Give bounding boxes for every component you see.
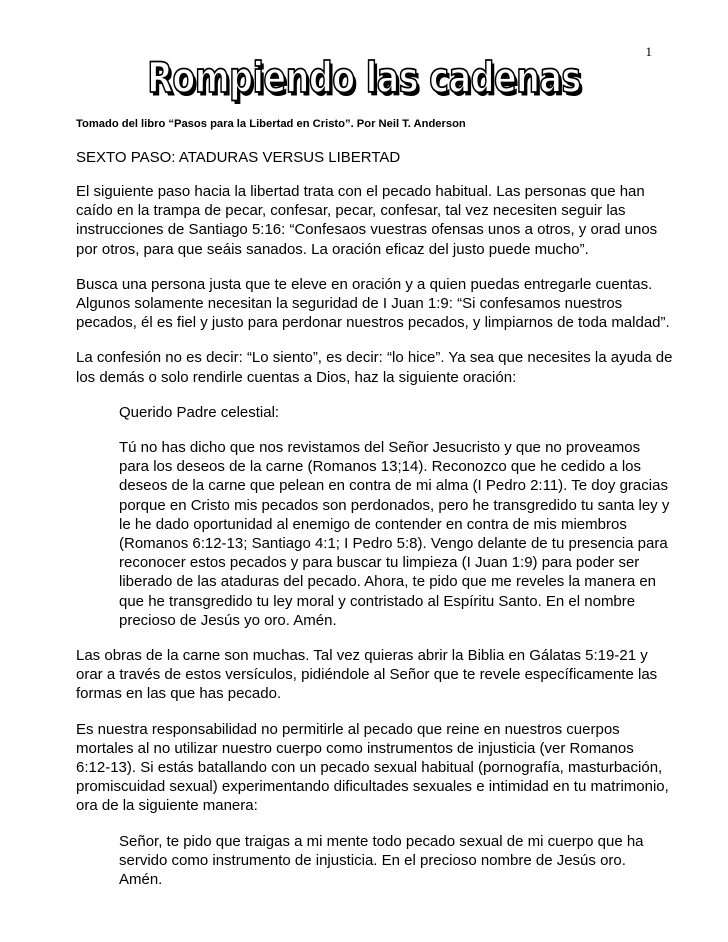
paragraph-confession [76, 348, 673, 386]
prayer-salutation [119, 403, 666, 422]
text-line: le he dado oportunidad al enemigo de contender en contra de mis miembros [119, 515, 627, 533]
text-line: caído en la trampa de pecar, confesar, pecar, confesar, tal vez necesiten seguir las [76, 202, 626, 220]
text-line: (Romanos 6:12-13; Santiago 4:1; I Pedro 5:8). Vengo delante de tu presencia para [119, 535, 668, 553]
prayer-body [119, 438, 670, 630]
text-line: pecados, él es fiel y justo para perdonar nuestros pecados, y limpiarnos de toda maldad”. [76, 314, 670, 332]
page-number: 1 [645, 44, 652, 59]
text-line: instrucciones de Santiago 5:16: “Confesaos vuestras ofensas unos a otros, y orad unos [76, 221, 658, 239]
text-line: formas en las que has pecado. [76, 685, 282, 703]
paragraph-accountability [76, 275, 670, 333]
page-title: Rompiendo las cadenas [147, 54, 581, 103]
text-line: porque en Cristo mis pecados son perdonados, pero he transgredido tu santa ley y [119, 496, 670, 514]
text-line: promiscuidad sexual) experimentando dificultades sexuales e intimidad en tu matrimonio, [76, 778, 669, 796]
text-line: El siguiente paso hacia la libertad trata con el pecado habitual. Las personas que han [76, 183, 645, 200]
text-line: para los deseos de la carne (Romanos 13;14). Reconozco que he cedido a los [119, 458, 641, 476]
text-line: precioso de Jesús yo oro. Amén. [119, 611, 337, 629]
text-line: mortales al no utilizar nuestro cuerpo como instrumentos de injusticia (ver Romanos [76, 739, 634, 757]
text-line: los demás o solo rendirle cuentas a Dios, haz la siguiente oración: [76, 368, 517, 386]
text-line: Querido Padre celestial: [119, 403, 280, 421]
section-heading: SEXTO PASO: ATADURAS VERSUS LIBERTAD [76, 149, 401, 166]
text-line: servido como instrumento de injusticia. En el precioso nombre de Jesús oro. [119, 851, 626, 869]
text-line: que he transgredido tu ley moral y contristado al Espíritu Santo. En el nombre [119, 592, 636, 610]
text-line: Tú no has dicho que nos revistamos del Señor Jesucristo y que no proveamos [119, 439, 641, 457]
text-line: reconocer estos pecados y para buscar tu limpieza (I Juan 1:9) para poder ser [119, 554, 640, 572]
text-line: 6:12-13). Si estás batallando con un pecado sexual habitual (pornografía, masturbación, [76, 759, 663, 777]
document-body [76, 117, 673, 905]
paragraph-works-of-flesh [76, 646, 666, 704]
text-line: Señor, te pido que traigas a mi mente todo pecado sexual de mi cuerpo que ha [119, 832, 644, 850]
text-line: por otros, para que seáis sanados. La oración eficaz del justo puede mucho”. [76, 240, 589, 258]
prayer-closing [119, 832, 666, 890]
text-line: deseos de la carne que pelean en contra de mi alma (I Pedro 2:11). Te doy gracias [119, 477, 668, 495]
text-line: Las obras de la carne son muchas. Tal vez quieras abrir la Biblia en Gálatas 5:19-21 y [76, 647, 648, 665]
text-line: Busca una persona justa que te eleve en oración y a quien puedas entregarle cuentas. [76, 275, 653, 293]
source-attribution: Tomado del libro “Pasos para la Libertad en Cristo”. Por Neil T. Anderson [76, 118, 466, 130]
text-line: La confesión no es decir: “Lo siento”, es decir: “lo hice”. Ya sea que necesites la ayuda de [76, 349, 673, 367]
text-line: liberado de las ataduras del pecado. Ahora, te pido que me reveles la manera en [119, 573, 657, 591]
text-line: ora de la siguiente manera: [76, 797, 258, 815]
text-line: Algunos solamente necesitan la seguridad de I Juan 1:9: “Si confesamos nuestros [76, 295, 623, 313]
text-line: Amén. [119, 871, 163, 889]
text-line: Es nuestra responsabilidad no permitirle al pecado que reine en nuestros cuerpos [76, 720, 620, 738]
paragraph-intro [76, 182, 666, 259]
text-line: orar a través de estos versículos, pidiéndole al Señor que te revele específicamente las [76, 666, 658, 684]
paragraph-responsibility [76, 720, 669, 816]
